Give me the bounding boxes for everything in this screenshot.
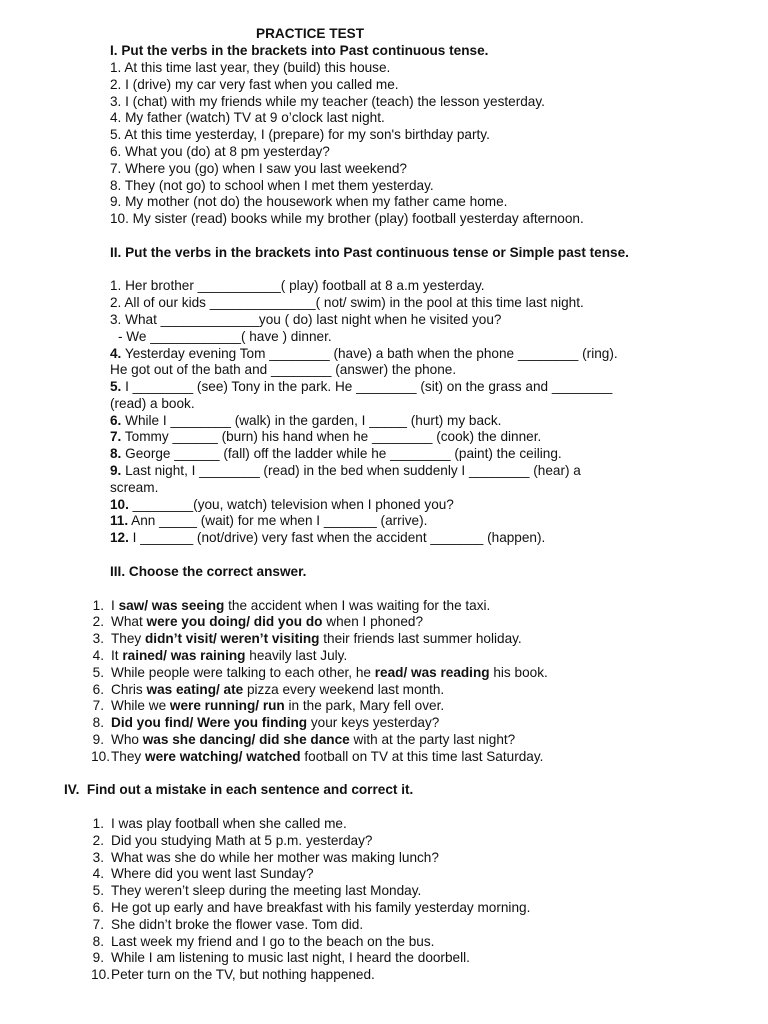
list-item: - We ____________( have ) dinner. xyxy=(118,329,332,344)
list-item xyxy=(110,463,581,479)
item-text: What was she do while her mother was making lunch? xyxy=(111,850,439,865)
list-item-continuation: (read) a book. xyxy=(110,396,195,411)
item-text xyxy=(111,614,423,630)
answer-choices: was she dancing/ did she dance xyxy=(142,732,350,747)
item-number: 7. xyxy=(92,917,104,932)
item-number: 9. xyxy=(92,732,104,747)
item-text xyxy=(111,598,490,614)
list-item: 9. My mother (not do) the housework when my father came home. xyxy=(110,194,508,209)
list-item xyxy=(110,513,427,529)
list-item-continuation: scream. xyxy=(110,480,159,495)
section-4-heading: IV. Find out a mistake in each sentence and correct it. xyxy=(64,782,414,797)
answer-choices: were running/ run xyxy=(169,698,285,713)
item-text-start: Chris xyxy=(111,682,147,697)
item-text-end: when I phoned? xyxy=(322,614,424,629)
item-number: 5. xyxy=(92,665,104,680)
item-text: He got up early and have breakfast with his family yesterday morning. xyxy=(111,900,531,915)
list-item: 3. I (chat) with my friends while my teacher (teach) the lesson yesterday. xyxy=(110,94,545,109)
item-text xyxy=(111,682,444,698)
item-number: 2. xyxy=(92,614,104,629)
item-text xyxy=(111,648,347,664)
item-text: George ______ (fall) off the ladder while he ________ (paint) the ceiling. xyxy=(121,446,562,461)
list-item: 1. Her brother ___________( play) football at 8 a.m yesterday. xyxy=(110,278,485,293)
item-text-start: They xyxy=(111,749,145,764)
list-item: 2. All of our kids ______________( not/ swim) in the pool at this time last night. xyxy=(110,295,584,310)
item-number: 12. xyxy=(110,530,129,545)
item-number: 8. xyxy=(110,446,122,461)
item-text: I _______ (not/drive) very fast when the accident _______ (happen). xyxy=(128,530,546,545)
item-text-end: your keys yesterday? xyxy=(307,715,440,730)
item-number: 4. xyxy=(92,648,104,663)
item-text xyxy=(111,732,515,748)
item-text-start: While people were talking to each other, he xyxy=(111,665,375,680)
item-number: 9. xyxy=(110,463,122,478)
item-text: Peter turn on the TV, but nothing happened. xyxy=(111,967,375,982)
item-text-end: football on TV at this time last Saturday. xyxy=(300,749,544,764)
item-text: I was play football when she called me. xyxy=(111,816,347,831)
list-item xyxy=(110,346,618,362)
item-number: 5. xyxy=(110,379,122,394)
list-item xyxy=(110,497,454,513)
answer-choices: read/ was reading xyxy=(374,665,490,680)
list-item-continuation: He got out of the bath and ________ (answer) the phone. xyxy=(110,362,457,377)
section-1-heading: I. Put the verbs in the brackets into Past continuous tense. xyxy=(110,43,489,58)
item-text-end: in the park, Mary fell over. xyxy=(284,698,445,713)
list-item xyxy=(110,446,562,462)
item-text-end: pizza every weekend last month. xyxy=(243,682,445,697)
item-text-end: their friends last summer holiday. xyxy=(319,631,522,646)
page-title: PRACTICE TEST xyxy=(256,26,364,41)
item-text-start: What xyxy=(111,614,147,629)
item-text: While I am listening to music last night, I heard the doorbell. xyxy=(111,950,470,965)
item-number: 11. xyxy=(110,513,129,528)
item-text-end: heavily last July. xyxy=(245,648,348,663)
list-item: 10. My sister (read) books while my brother (play) football yesterday afternoon. xyxy=(110,211,584,226)
list-item xyxy=(110,413,501,429)
list-item: 5. At this time yesterday, I (prepare) for my son's birthday party. xyxy=(110,127,490,142)
list-item xyxy=(110,429,541,445)
item-text-end: with at the party last night? xyxy=(349,732,516,747)
item-text: Ann _____ (wait) for me when I _______ (arrive). xyxy=(128,513,428,528)
answer-choices: were watching/ watched xyxy=(145,749,301,764)
item-text: Last night, I ________ (read) in the bed when suddenly I ________ (hear) a xyxy=(121,463,581,478)
item-number: 2. xyxy=(92,833,104,848)
item-number: 3. xyxy=(92,631,104,646)
item-text xyxy=(111,715,439,731)
item-number: 6. xyxy=(92,682,104,697)
item-text-end: the accident when I was waiting for the taxi. xyxy=(224,598,491,613)
answer-choices: saw/ was seeing xyxy=(118,598,225,613)
item-text: Yesterday evening Tom ________ (have) a bath when the phone ________ (ring). xyxy=(121,346,618,361)
list-item: 1. At this time last year, they (build) this house. xyxy=(110,60,391,75)
item-text xyxy=(111,749,543,765)
item-number: 6. xyxy=(110,413,122,428)
list-item xyxy=(110,379,612,395)
item-text: They weren’t sleep during the meeting last Monday. xyxy=(111,883,422,898)
item-number: 5. xyxy=(92,883,104,898)
item-number: 3. xyxy=(92,850,104,865)
item-text-start: I xyxy=(111,598,119,613)
item-number: 10. xyxy=(91,749,110,764)
item-number: 7. xyxy=(110,429,122,444)
item-text-start: While we xyxy=(111,698,170,713)
item-text-start: Who xyxy=(111,732,143,747)
item-text: Last week my friend and I go to the beach on the bus. xyxy=(111,934,435,949)
item-number: 7. xyxy=(92,698,104,713)
list-item: 4. My father (watch) TV at 9 o’clock last night. xyxy=(110,110,385,125)
section-3-heading: III. Choose the correct answer. xyxy=(110,564,307,579)
item-text: Did you studying Math at 5 p.m. yesterday? xyxy=(111,833,373,848)
item-number: 1. xyxy=(92,598,104,613)
item-text: I ________ (see) Tony in the park. He ________ (sit) on the grass and ________ xyxy=(121,379,613,394)
item-text: Where did you went last Sunday? xyxy=(111,866,314,881)
list-item xyxy=(110,530,545,546)
list-item: 6. What you (do) at 8 pm yesterday? xyxy=(110,144,330,159)
item-number: 6. xyxy=(92,900,104,915)
item-text-start: It xyxy=(111,648,123,663)
item-text xyxy=(111,665,548,681)
item-number: 8. xyxy=(92,715,104,730)
item-text: She didn’t broke the flower vase. Tom did. xyxy=(111,917,364,932)
item-text-end: his book. xyxy=(489,665,548,680)
answer-choices: Did you find/ Were you finding xyxy=(111,715,308,730)
item-number: 4. xyxy=(110,346,122,361)
item-text: ________(you, watch) television when I phoned you? xyxy=(128,497,454,512)
list-item: 7. Where you (go) when I saw you last weekend? xyxy=(110,161,407,176)
list-item: 8. They (not go) to school when I met them yesterday. xyxy=(110,178,434,193)
item-text: While I ________ (walk) in the garden, I _____ (hurt) my back. xyxy=(121,413,502,428)
answer-choices: didn’t visit/ weren’t visiting xyxy=(145,631,320,646)
item-text xyxy=(111,698,444,714)
answer-choices: were you doing/ did you do xyxy=(146,614,323,629)
item-text xyxy=(111,631,522,647)
item-number: 10. xyxy=(110,497,129,512)
item-number: 1. xyxy=(92,816,104,831)
answer-choices: was eating/ ate xyxy=(146,682,244,697)
item-number: 4. xyxy=(92,866,104,881)
item-number: 10. xyxy=(91,967,110,982)
item-text-start: They xyxy=(111,631,145,646)
section-2-heading: II. Put the verbs in the brackets into Past continuous tense or Simple past tense. xyxy=(110,245,629,260)
list-item: 3. What _____________you ( do) last night when he visited you? xyxy=(110,312,502,327)
item-number: 8. xyxy=(92,934,104,949)
answer-choices: rained/ was raining xyxy=(122,648,246,663)
list-item: 2. I (drive) my car very fast when you called me. xyxy=(110,77,399,92)
item-text: Tommy ______ (burn) his hand when he ________ (cook) the dinner. xyxy=(121,429,542,444)
item-number: 9. xyxy=(92,950,104,965)
